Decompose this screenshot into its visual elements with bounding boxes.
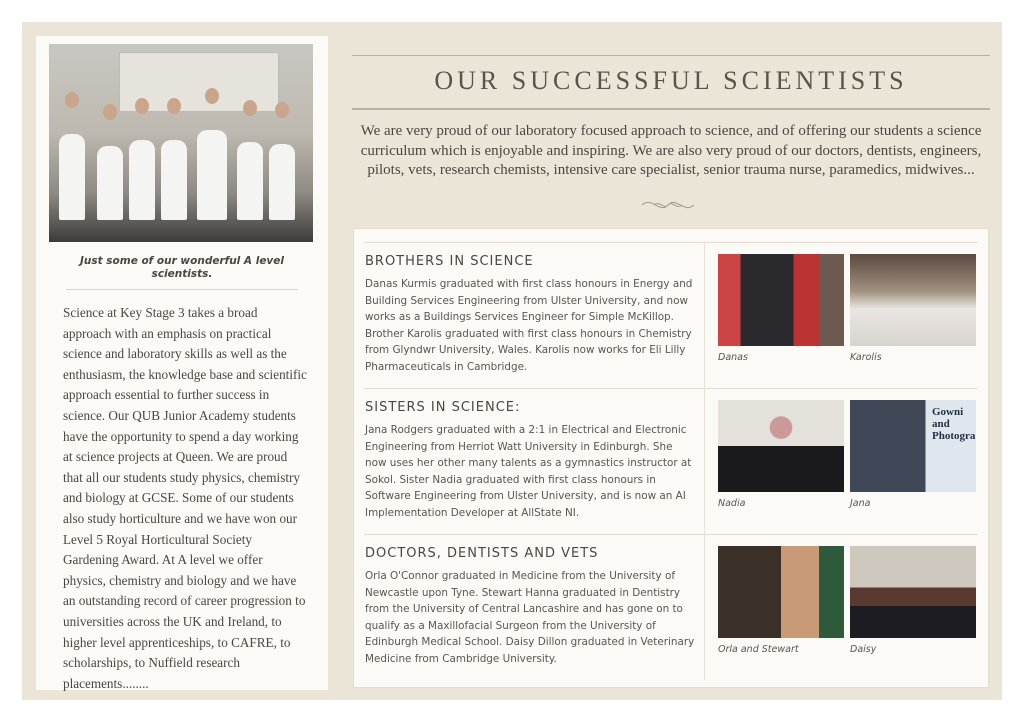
photo-caption: Daisy [850, 644, 877, 655]
flourish-ornament-icon [640, 196, 696, 214]
scientists-box [353, 228, 989, 688]
section-brothers [354, 242, 988, 388]
section-text: Danas Kurmis graduated with first class honours in Energy and Building Services Engineering from Ulster University, and now works as a Buildings Services Engineer for Simple McKillop. Brother Karolis graduated with first class honours in Chemistry from Glyndwr University, Wales. Karolis now works for Eli Lilly Pharmaceuticals in Cambridge. [365, 278, 693, 373]
photo-caption: Just some of our wonderful A level scientists. [66, 255, 298, 290]
photo-orla-stewart [718, 546, 844, 638]
photo-jana [850, 400, 976, 492]
photo-caption: Danas [718, 352, 748, 363]
students-photo [49, 44, 313, 242]
photo-daisy [850, 546, 976, 638]
section-heading: SISTERS IN SCIENCE: [365, 400, 521, 415]
page-title: OUR SUCCESSFUL SCIENTISTS [434, 66, 908, 95]
sign-text: Gowni and Photogra [932, 406, 976, 442]
section-heading: DOCTORS, DENTISTS AND VETS [365, 546, 599, 561]
photo-danas [718, 254, 844, 346]
left-panel [36, 36, 328, 690]
photo-karolis [850, 254, 976, 346]
photo-caption: Karolis [850, 352, 882, 363]
intro-text: We are very proud of our laboratory focused approach to science, and of offering our students a science curriculum which is enjoyable and inspiring. We are also very proud of our doctors, dentists, engineers, pilots, vets, research chemists, intensive care specialist, senior trauma nurse, paramedics, midwives... [360, 123, 982, 178]
section-text: Orla O'Connor graduated in Medicine from the University of Newcastle upon Tyne. Stewart Hanna graduated in Dentistry from the University of Central Lancashire and has gone on to qualify as a Maxillofacial Surgeon from the University of Edinburgh Medical School. Daisy Dillon graduated in Veterinary Medicine from Cambridge University. [365, 570, 695, 665]
photo-nadia [718, 400, 844, 492]
science-overview-text: Science at Key Stage 3 takes a broad approach with an emphasis on practical science and laboratory skills as well as the enthusiasm, the knowledge base and scientific approach essential to further success in science. Our QUB Junior Academy students have the opportunity to spend a day working at science projects at Queen. We are proud that all our students study physics, chemistry and biology at GCSE. Some of our students also study horticulture and we have won our Level 5 Royal Horticultural Society Gardening Award. At A level we offer physics, chemistry and biology and we have an outstanding record of career progression to universities across the UK and Ireland, to higher level apprenticeships, to CAFRE, to scholarships, to Nuffield research placements........ [63, 305, 307, 691]
section-text: Jana Rodgers graduated with a 2:1 in Electrical and Electronic Engineering from Herriot Watt University in Edinburgh. She now uses her other many talents as a gymnastics instructor at Sokol. Sister Nadia graduated with first class honours in Software Engineering from Ulster University, and is now an AI Implementation Developer at AllState NI. [365, 424, 692, 519]
title-rule-bottom [352, 108, 990, 110]
section-doctors [354, 534, 988, 680]
section-sisters [354, 388, 988, 534]
section-heading: BROTHERS IN SCIENCE [365, 254, 534, 269]
title-rule-top [352, 55, 990, 56]
photo-caption: Orla and Stewart [718, 644, 799, 655]
photo-caption: Nadia [718, 498, 746, 509]
photo-caption: Jana [850, 498, 871, 509]
